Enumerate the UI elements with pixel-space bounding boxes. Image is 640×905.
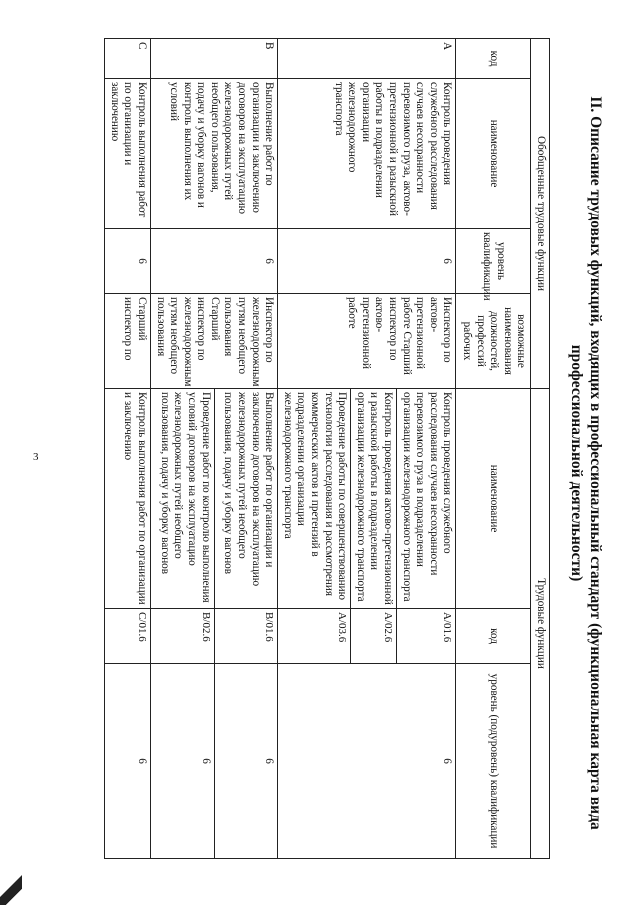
title-line-2: профессиональной деятельности) bbox=[568, 344, 585, 582]
row-positions: Старший инспектор по bbox=[105, 294, 151, 389]
header-possible-names: возможные наименования должностей, профессий рабочих bbox=[456, 294, 531, 389]
functional-map-table bbox=[104, 38, 550, 859]
function-name: Контроль проведения актово-претензионной и разыскной работы в подразделении организации железнодорожного транспорта bbox=[351, 389, 397, 609]
function-code: A/03.6 bbox=[278, 609, 351, 664]
function-code: C/01.6 bbox=[105, 609, 151, 664]
function-name: Выполнение работ по организации и заключению договоров на эксплуатацию железнодорожных путей необщего пользования, подачу и уборку вагонов bbox=[214, 389, 278, 609]
row-level: 6 bbox=[150, 229, 277, 294]
function-code: B/02.6 bbox=[150, 609, 214, 664]
row-name: Контроль проведения служебного расследования случаев несохранности перевозимого груза, актово-претензионной и разыскной работы в подразделении организации железнодорожного транспорта bbox=[278, 79, 456, 229]
header-level: уровень квалификации bbox=[456, 229, 531, 294]
function-code: A/02.6 bbox=[351, 609, 397, 664]
row-positions: Инспектор по актово-претензионной работе Старший инспектор по актово-претензионной работе bbox=[278, 294, 456, 389]
page-number: 3 bbox=[33, 451, 39, 463]
scan-artifact bbox=[0, 872, 22, 905]
function-name: Проведение работ по контролю выполнения условий договоров на эксплуатацию железнодорожных путей необщего пользования, подачу и уборку вагонов bbox=[150, 389, 214, 609]
function-code: A/01.6 bbox=[397, 609, 456, 664]
header-code: код bbox=[456, 39, 531, 79]
row-name: Выполнение работ по организации и заключению договоров на эксплуатацию железнодорожных путей необщего пользования, подачу и уборку вагонов и контроль выполнения их условий bbox=[150, 79, 277, 229]
function-level: 6 bbox=[278, 664, 456, 859]
row-positions: Инспектор по железнодорожным путям необщего пользования Старший инспектор по железнодорожным путям необщего пользования bbox=[150, 294, 277, 389]
function-name: Контроль выполнения работ по организации и заключению bbox=[105, 389, 151, 609]
header-tf-name: наименование bbox=[456, 389, 531, 609]
function-level: 6 bbox=[150, 664, 214, 859]
header-name: наименование bbox=[456, 79, 531, 229]
function-code: B/01.6 bbox=[214, 609, 278, 664]
row-code: С bbox=[105, 39, 151, 79]
row-level: 6 bbox=[278, 229, 456, 294]
document-title bbox=[567, 38, 605, 888]
header-tf-code: код bbox=[456, 609, 531, 664]
header-tf-level: уровень (подуровень) квалификации bbox=[456, 664, 531, 859]
function-level: 6 bbox=[214, 664, 278, 859]
function-level: 6 bbox=[105, 664, 151, 859]
table-row bbox=[397, 39, 456, 859]
rotated-page-content bbox=[110, 38, 610, 888]
header-generalized: Обобщенные трудовые функции bbox=[531, 39, 550, 389]
row-code: В bbox=[150, 39, 277, 79]
row-code: А bbox=[278, 39, 456, 79]
row-name: Контроль выполнения работ по организации и заключению bbox=[105, 79, 151, 229]
function-name: Контроль проведения служебного расследования случаев несохранности перевозимого груза в подразделении организации железнодорожного транспорта bbox=[397, 389, 456, 609]
function-name: Проведение работы по совершенствованию технологии расследования и рассмотрения коммерческих актов и претензий в подразделении организации железнодорожного транспорта bbox=[278, 389, 351, 609]
header-functions: Трудовые функции bbox=[531, 389, 550, 859]
table-row bbox=[105, 39, 151, 859]
table-row bbox=[214, 39, 278, 859]
row-level: 6 bbox=[105, 229, 151, 294]
title-line-1: II. Описание трудовых функций, входящих в профессиональный стандарт (функциональная карта вида bbox=[587, 96, 604, 830]
